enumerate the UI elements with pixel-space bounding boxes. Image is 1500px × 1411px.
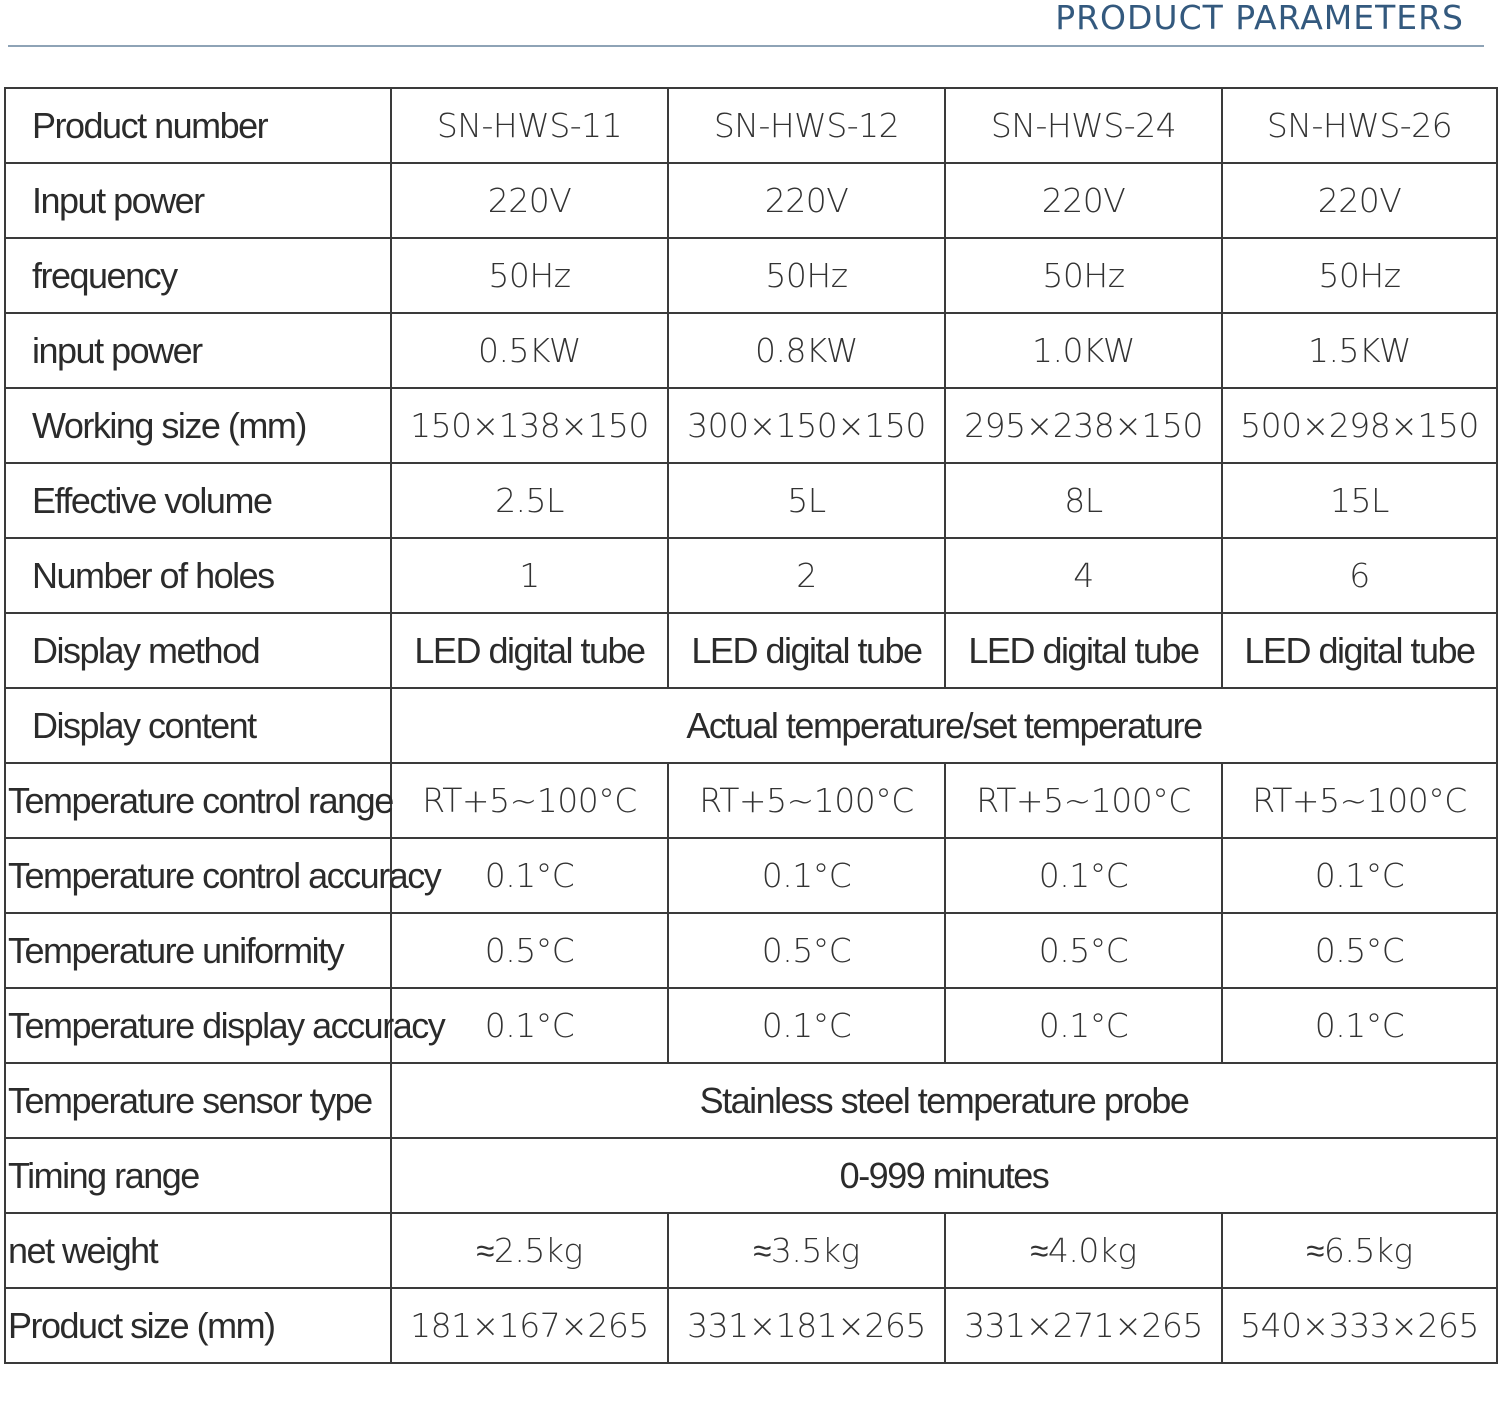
table-row: [5, 388, 1497, 463]
table-row: [5, 763, 1497, 838]
value-cell: RT+5~100°C: [391, 763, 668, 838]
value-cell: 150×138×150: [391, 388, 668, 463]
row-label-cell: [5, 688, 391, 763]
value-cell: ≈4.0kg: [945, 1213, 1222, 1288]
value-cell: 2: [668, 538, 945, 613]
value-cell: 0.5KW: [391, 313, 668, 388]
row-label-cell: [5, 1288, 391, 1363]
table-row: [5, 538, 1497, 613]
value-cell: 540×333×265: [1222, 1288, 1497, 1363]
value-cell: 181×167×265: [391, 1288, 668, 1363]
row-label: frequency: [32, 254, 177, 296]
value-cell: 220V: [1222, 163, 1497, 238]
table-row: [5, 463, 1497, 538]
merged-value-cell: Actual temperature/set temperature: [391, 688, 1497, 763]
value-cell: ≈6.5kg: [1222, 1213, 1497, 1288]
table-row: [5, 163, 1497, 238]
value-cell: RT+5~100°C: [1222, 763, 1497, 838]
value-cell: 1.0KW: [945, 313, 1222, 388]
value-cell: LED digital tube: [1222, 613, 1497, 688]
row-label: Temperature uniformity: [8, 929, 344, 971]
value-cell: RT+5~100°C: [668, 763, 945, 838]
value-cell: 50Hz: [668, 238, 945, 313]
value-cell: SN-HWS-11: [391, 88, 668, 163]
product-parameters-table: [4, 87, 1498, 1364]
row-label: input power: [32, 329, 202, 371]
value-cell: RT+5~100°C: [945, 763, 1222, 838]
row-label-cell: [5, 838, 441, 913]
value-cell: LED digital tube: [945, 613, 1222, 688]
value-cell: 331×181×265: [668, 1288, 945, 1363]
table-row: [5, 1063, 1497, 1138]
row-label: Temperature control range: [8, 779, 393, 821]
value-cell: 0.5°C: [945, 913, 1222, 988]
row-label-cell: [5, 163, 391, 238]
value-cell: SN-HWS-12: [668, 88, 945, 163]
row-label: Temperature sensor type: [8, 1079, 372, 1121]
row-label: Display content: [32, 704, 256, 746]
value-cell: LED digital tube: [668, 613, 945, 688]
value-cell: SN-HWS-24: [945, 88, 1222, 163]
table-row: [5, 688, 1497, 763]
value-cell: 0.1°C: [668, 988, 945, 1063]
value-cell: 220V: [668, 163, 945, 238]
row-label-cell: [5, 1213, 391, 1288]
table-row: [5, 988, 1497, 1063]
row-label: Product number: [32, 104, 268, 146]
value-cell: 0.1°C: [945, 838, 1222, 913]
row-label-cell: [5, 238, 391, 313]
value-cell: 0.1°C: [391, 988, 668, 1063]
value-cell: 0.1°C: [668, 838, 945, 913]
value-cell: 2.5L: [391, 463, 668, 538]
row-label: net weight: [8, 1229, 158, 1271]
row-label-cell: [5, 613, 391, 688]
value-cell: 220V: [391, 163, 668, 238]
value-cell: 4: [945, 538, 1222, 613]
value-cell: ≈3.5kg: [668, 1213, 945, 1288]
table-row: [5, 238, 1497, 313]
row-label-cell: [5, 463, 391, 538]
row-label: Effective volume: [32, 479, 272, 521]
table-row: [5, 1213, 1497, 1288]
row-label-cell: [5, 388, 391, 463]
row-label-cell: [5, 538, 391, 613]
row-label-cell: [5, 1138, 391, 1213]
row-label: Display method: [32, 629, 260, 671]
value-cell: 8L: [945, 463, 1222, 538]
row-label: Temperature display accuracy: [8, 1004, 445, 1046]
row-label-cell: [5, 913, 391, 988]
row-label: Working size (mm): [32, 404, 306, 446]
value-cell: 220V: [945, 163, 1222, 238]
table-row: [5, 913, 1497, 988]
row-label: Product size (mm): [8, 1304, 275, 1346]
row-label-cell: [5, 88, 391, 163]
table-row: [5, 613, 1497, 688]
table-row: [5, 88, 1497, 163]
value-cell: 295×238×150: [945, 388, 1222, 463]
merged-value-cell: Stainless steel temperature probe: [391, 1063, 1497, 1138]
value-cell: 0.5°C: [391, 913, 668, 988]
value-cell: 1: [391, 538, 668, 613]
row-label: Timing range: [8, 1154, 199, 1196]
merged-value-cell: 0-999 minutes: [391, 1138, 1497, 1213]
value-cell: 331×271×265: [945, 1288, 1222, 1363]
value-cell: 50Hz: [391, 238, 668, 313]
value-cell: 0.5°C: [668, 913, 945, 988]
value-cell: 15L: [1222, 463, 1497, 538]
row-label: Input power: [32, 179, 204, 221]
row-label: Number of holes: [32, 554, 274, 596]
row-label-cell: [5, 988, 445, 1063]
table-row: [5, 1288, 1497, 1363]
row-label: Temperature control accuracy: [8, 854, 441, 896]
value-cell: 0.5°C: [1222, 913, 1497, 988]
table-row: [5, 1138, 1497, 1213]
value-cell: 0.8KW: [668, 313, 945, 388]
value-cell: 0.1°C: [391, 838, 668, 913]
value-cell: 500×298×150: [1222, 388, 1497, 463]
row-label-cell: [5, 763, 391, 838]
page-title: PRODUCT PARAMETERS: [1055, 0, 1464, 37]
value-cell: 0.1°C: [1222, 988, 1497, 1063]
value-cell: 50Hz: [945, 238, 1222, 313]
value-cell: 5L: [668, 463, 945, 538]
table-row: [5, 313, 1497, 388]
row-label-cell: [5, 313, 391, 388]
value-cell: 0.1°C: [945, 988, 1222, 1063]
value-cell: 6: [1222, 538, 1497, 613]
value-cell: SN-HWS-26: [1222, 88, 1497, 163]
value-cell: LED digital tube: [391, 613, 668, 688]
table-row: [5, 838, 1497, 913]
row-label-cell: [5, 1063, 391, 1138]
value-cell: 1.5KW: [1222, 313, 1497, 388]
table-body: [5, 88, 1497, 1363]
title-divider: [8, 45, 1484, 47]
value-cell: ≈2.5kg: [391, 1213, 668, 1288]
value-cell: 0.1°C: [1222, 838, 1497, 913]
value-cell: 300×150×150: [668, 388, 945, 463]
value-cell: 50Hz: [1222, 238, 1497, 313]
